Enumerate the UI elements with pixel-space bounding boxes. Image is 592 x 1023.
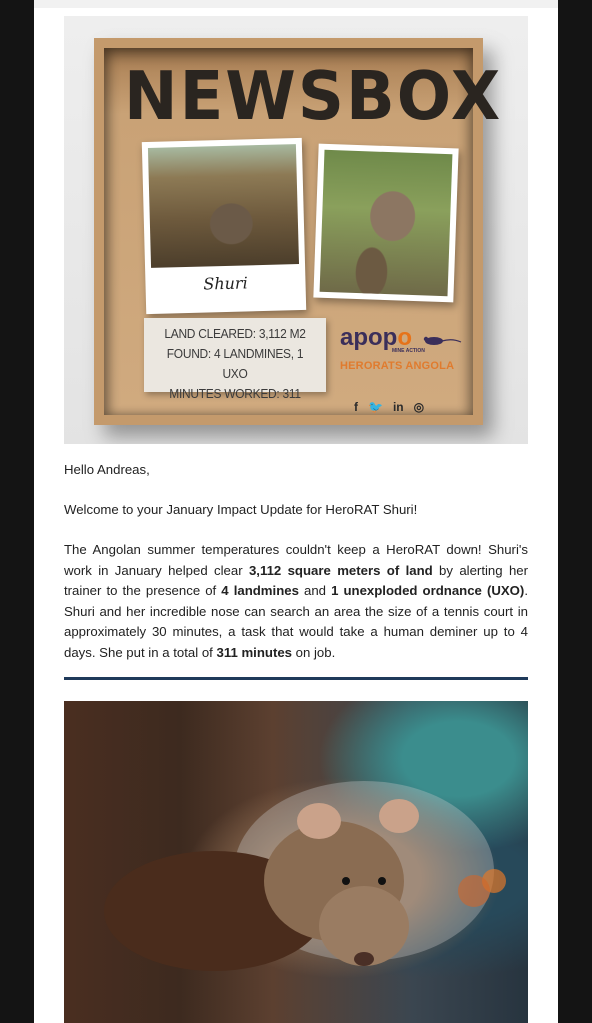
- welcome-text: Welcome to your January Impact Update for HeroRAT Shuri!: [64, 502, 418, 517]
- stat-found: FOUND: 4 LANDMINES, 1 UXO: [166, 346, 304, 381]
- facebook-icon: f: [354, 400, 358, 414]
- greeting-text: Hello Andreas,: [64, 462, 150, 477]
- para-text-1: The Angolan summer temperatures couldn't keep a HeroRAT down! Shuri's work in January helped clear: [64, 542, 528, 578]
- stat-minutes: MINUTES WORKED: 311: [169, 386, 301, 401]
- landmines-bold: 4 landmines: [221, 583, 299, 598]
- apopo-wordmark-main: apop: [340, 324, 398, 351]
- para-text-3: and: [298, 583, 332, 598]
- newsbox-title: NEWSBOX: [124, 58, 503, 136]
- mine-action-label: MINE ACTION: [392, 348, 425, 354]
- box-interior: [104, 48, 503, 415]
- impact-stats-card: [144, 318, 326, 401]
- left-dark-gutter: [0, 0, 34, 1023]
- top-edge: [34, 0, 558, 8]
- newsbox-hero-image: [64, 16, 528, 444]
- herorats-angola-label: HERORATS ANGOLA: [340, 360, 455, 372]
- apopo-logo: [340, 324, 460, 394]
- stat-land-cleared: LAND CLEARED: 3,112 M2: [164, 326, 306, 341]
- email-page[interactable]: [34, 8, 558, 1023]
- rat-held-in-hands-photo: [64, 701, 528, 1023]
- cardboard-box: [94, 38, 503, 425]
- minutes-bold: 311 minutes: [216, 644, 292, 660]
- polaroid-caption: Shuri: [203, 273, 248, 294]
- rat-with-grenade-photo: [320, 150, 453, 296]
- impact-paragraph: [64, 540, 528, 663]
- rat-silhouette-icon: [422, 334, 462, 346]
- section-divider: [64, 677, 528, 680]
- instagram-icon: ◎: [413, 400, 425, 414]
- apopo-wordmark-o: o: [397, 324, 412, 351]
- polaroid-rat-grenade: [313, 144, 458, 303]
- right-dark-gutter: [558, 0, 592, 1023]
- para-text-2: by alerting her trainer to the presence of: [64, 562, 528, 598]
- land-cleared-bold: 3,112 square meters of land: [248, 562, 433, 578]
- para-text-4: . Shuri and her incredible nose can search an area the size of a tennis court in approximately 30 minutes, a task that would take a human deminer up to 4 days. She put in a total of: [64, 583, 528, 660]
- twitter-icon: 🐦: [368, 400, 383, 414]
- uxo-bold: 1 unexploded ordnance (UXO): [331, 583, 525, 598]
- para-text-5: on job.: [292, 644, 336, 660]
- social-icons: [354, 400, 424, 414]
- linkedin-icon: in: [392, 400, 404, 414]
- rat-field-photo: [148, 144, 299, 268]
- rat-photo-illustration: [64, 701, 528, 1023]
- polaroid-shuri: [142, 138, 306, 314]
